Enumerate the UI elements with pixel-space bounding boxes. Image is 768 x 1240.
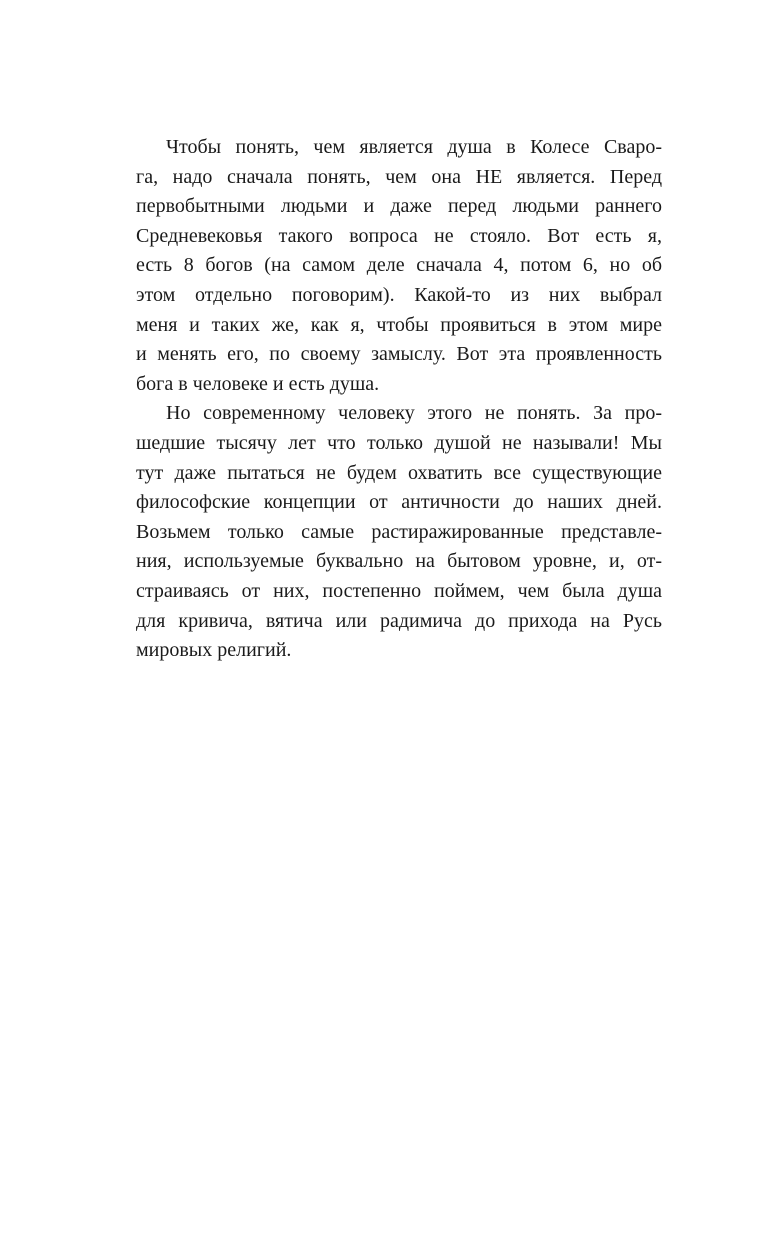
paragraph-line: страиваясь от них, постепенно поймем, чем была душа <box>136 579 662 602</box>
paragraph-line: философские концепции от античности до наших дней. <box>136 491 662 514</box>
paragraph-line: Но современному человеку этого не понять. За про- <box>166 402 662 425</box>
paragraph-line: и менять его, по своему замыслу. Вот эта проявленность <box>136 343 662 366</box>
paragraph-line: меня и таких же, как я, чтобы проявиться в этом мире <box>136 313 662 336</box>
paragraph-line: шедшие тысячу лет что только душой не называли! Мы <box>136 431 662 454</box>
paragraph-line: тут даже пытаться не будем охватить все существующие <box>136 461 662 484</box>
paragraph-line: этом отдельно поговорим). Какой-то из них выбрал <box>136 283 662 306</box>
paragraph-line: Возьмем только самые растиражированные представле- <box>136 520 662 543</box>
paragraph-2 <box>136 399 662 665</box>
paragraph-line: Чтобы понять, чем является душа в Колесе Сваро- <box>166 136 662 158</box>
paragraph-line: для кривича, вятича или радимича до прихода на Русь <box>136 609 662 632</box>
paragraph-line: бога в человеке и есть душа. <box>136 372 380 395</box>
paragraph-line: га, надо сначала понять, чем она НЕ является. Перед <box>136 165 662 188</box>
paragraph-line: есть 8 богов (на самом деле сначала 4, потом 6, но об <box>136 254 662 277</box>
paragraph-line: мировых религий. <box>136 639 292 662</box>
body-text <box>136 133 662 666</box>
paragraph-line: ния, используемые буквально на бытовом уровне, и, от- <box>136 550 662 573</box>
paragraph-line: первобытными людьми и даже перед людьми раннего <box>136 195 662 218</box>
paragraph-line: Средневековья такого вопроса не стояло. Вот есть я, <box>136 224 662 247</box>
paragraph-1 <box>136 133 662 399</box>
